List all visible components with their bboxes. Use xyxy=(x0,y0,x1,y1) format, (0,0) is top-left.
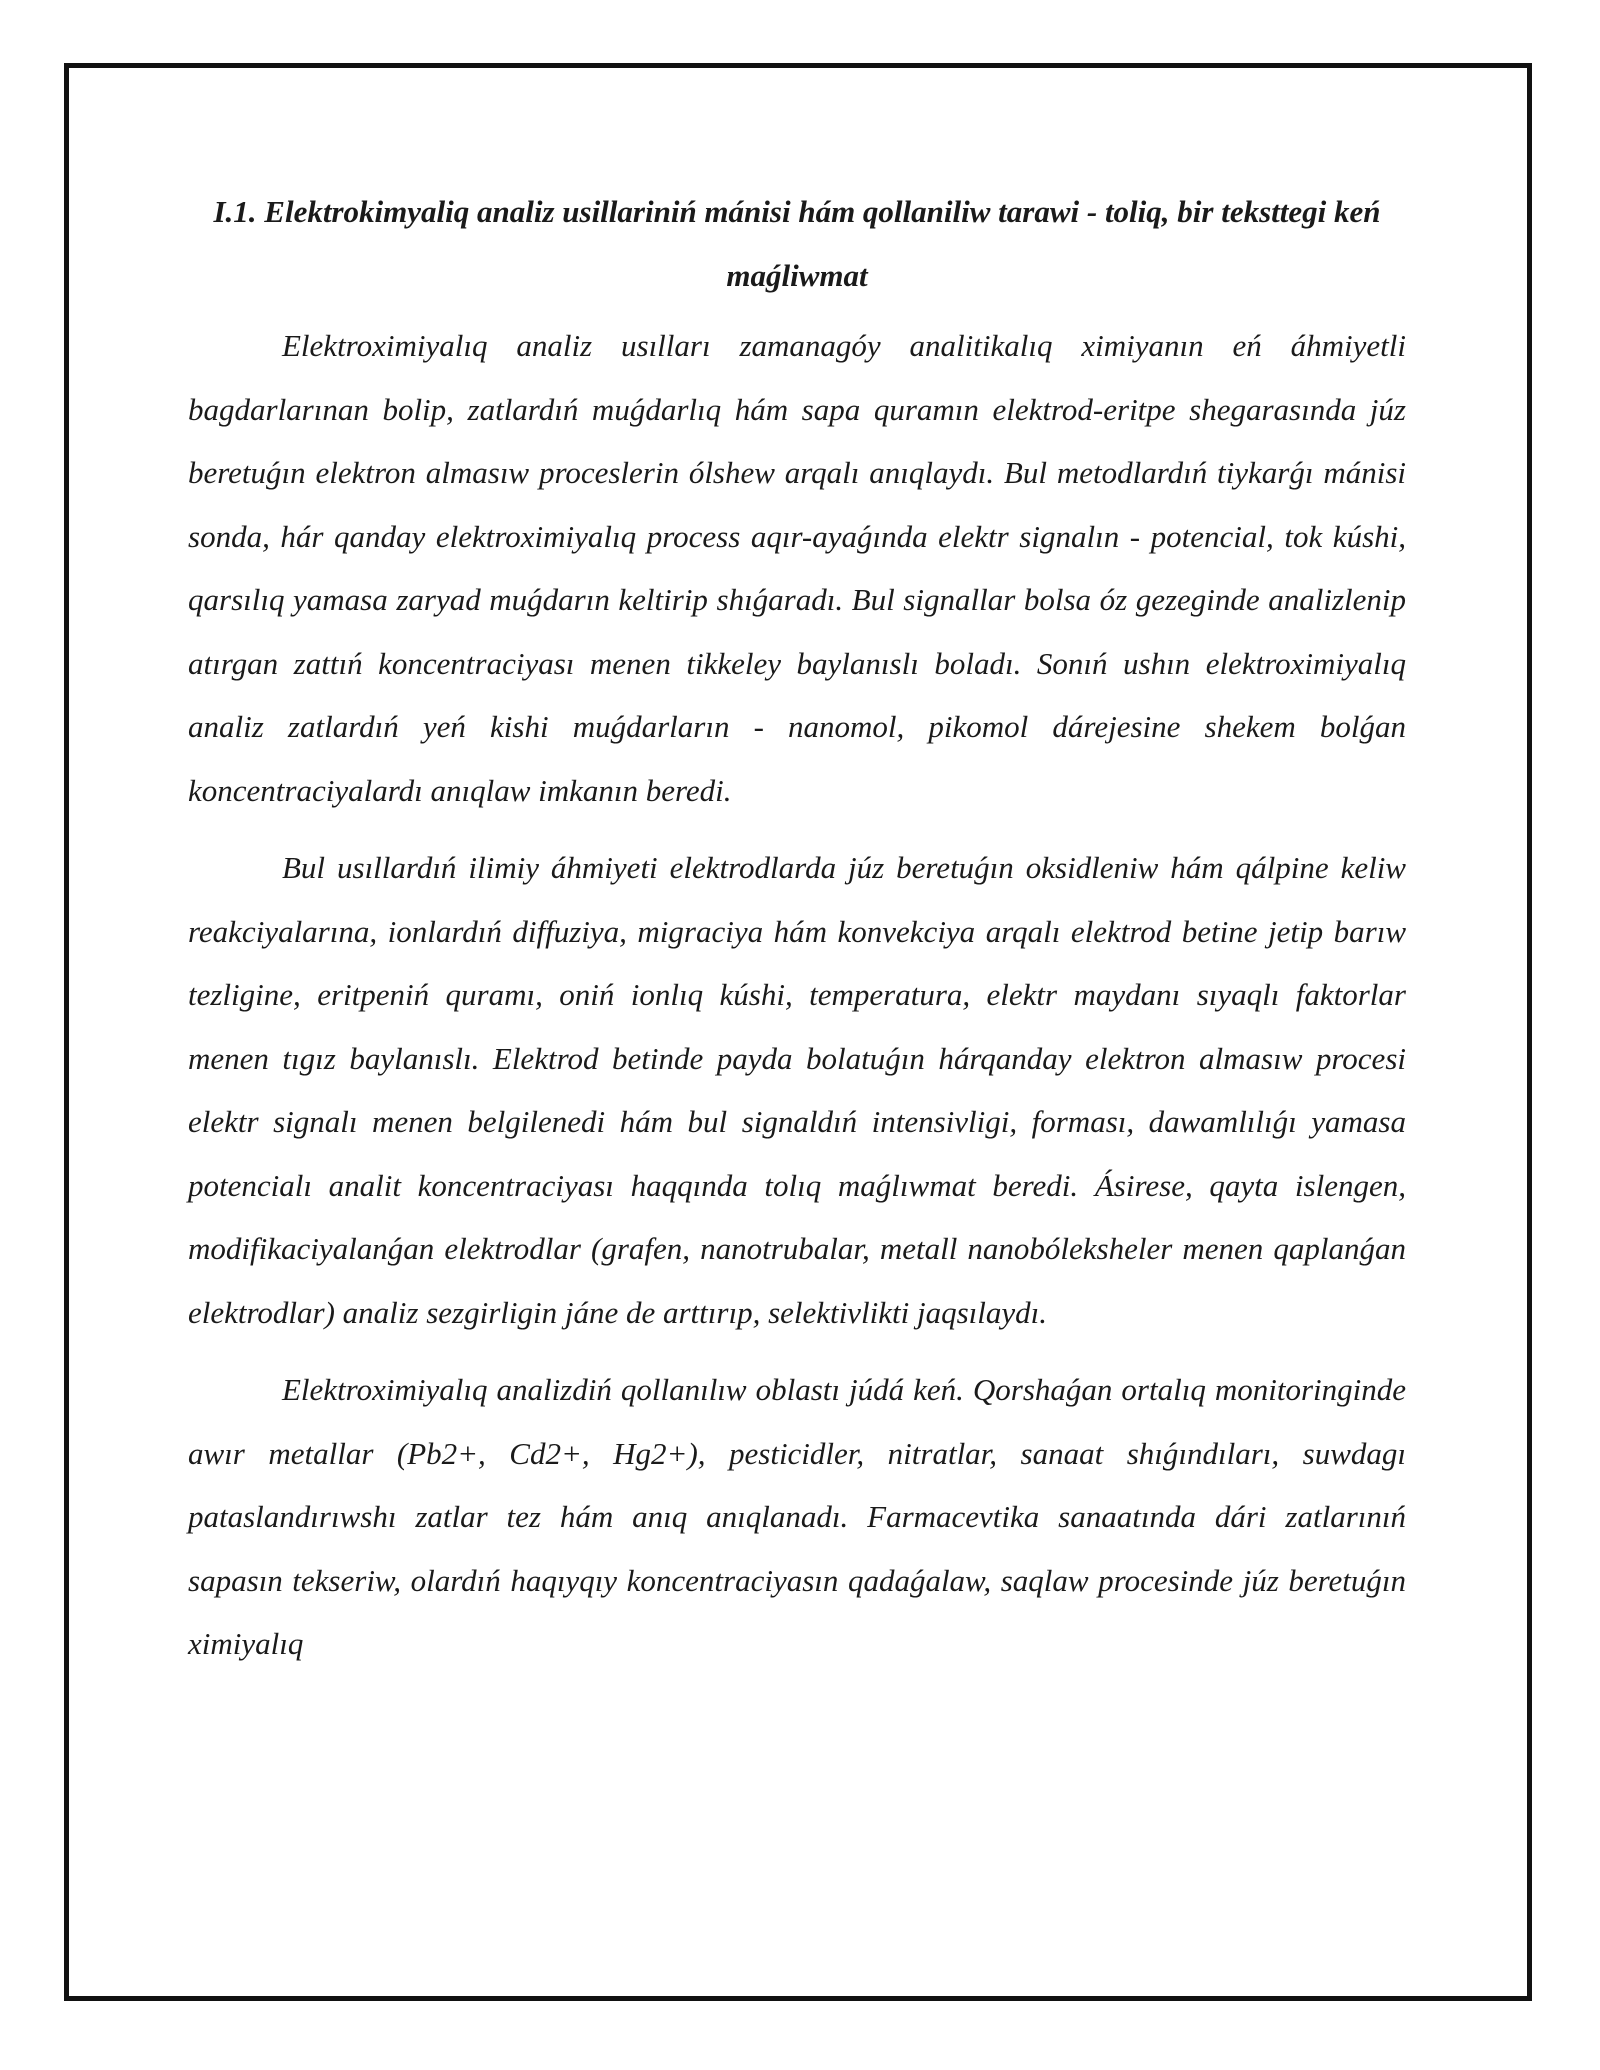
paragraph-2: Bul usıllardıń ilimiy áhmiyeti elektrodlarda júz beretuǵın oksidleniw hám qálpine keliw reakciyalarına, ionlardıń diffuziya, migraciya hám konvekciya arqalı elektrod betine jetip barıw tezligine, eritpeniń quramı, oniń ionlıq kúshi, temperatura, elektr maydanı sıyaqlı faktorlar menen tıgız baylanıslı. Elektrod betinde payda bolatuǵın hárqanday elektron almasıw procesi elektr signalı menen belgilenedi hám bul signaldıń intensivligi, forması, dawamlılıǵı yamasa potencialı analit koncentraciyası haqqında tolıq maǵlıwmat beredi. Ásirese, qayta islengen, modifikaciyalanǵan elektrodlar (grafen, nanotrubalar, metall nanobóleksheler menen qaplanǵan elektrodlar) analiz sezgirligin jáne de arttırıp, selektivlikti jaqsılaydı. xyxy=(188,850,1406,1330)
document-body xyxy=(188,180,1406,1676)
paragraph-1: Elektroximiyalıq analiz usılları zamanagóy analitikalıq ximiyanın eń áhmiyetli bagdarlarınan bolip, zatlardıń muǵdarlıq hám sapa quramın elektrod-eritpe shegarasında júz beretuǵın elektron almasıw proceslerin ólshew arqalı anıqlaydı. Bul metodlardıń tiykarǵı mánisi sonda, hár qanday elektroximiyalıq process aqır-ayaǵında elektr signalın - potencial, tok kúshi, qarsılıq yamasa zaryad muǵdarın keltirip shıǵaradı. Bul signallar bolsa óz gezeginde analizlenip atırgan zattıń koncentraciyası menen tikkeley baylanıslı boladı. Sonıń ushın elektroximiyalıq analiz zatlardıń yeń kishi muǵdarların - nanomol, pikomol dárejesine shekem bolǵan koncentraciyalardı anıqlaw imkanın beredi. xyxy=(188,328,1406,808)
document-title: I.1. Elektrokimyaliq analiz usillariniń mánisi hám qollaniliw tarawi - toliq, bir teksttegi keń maǵliwmat xyxy=(213,194,1381,293)
paragraph-3: Elektroximiyalıq analizdiń qollanılıw oblastı júdá keń. Qorshaǵan ortalıq monitoringinde awır metallar (Pb2+, Cd2+, Hg2+), pesticidler, nitratlar, sanaat shıǵındıları, suwdagı pataslandırıwshı zatlar tez hám anıq anıqlanadı. Farmacevtika sanaatında dári zatlarınıń sapasın tekseriw, olardıń haqıyqıy koncentraciyasın qadaǵalaw, saqlaw procesinde júz beretuǵın ximiyalıq xyxy=(188,1372,1406,1661)
